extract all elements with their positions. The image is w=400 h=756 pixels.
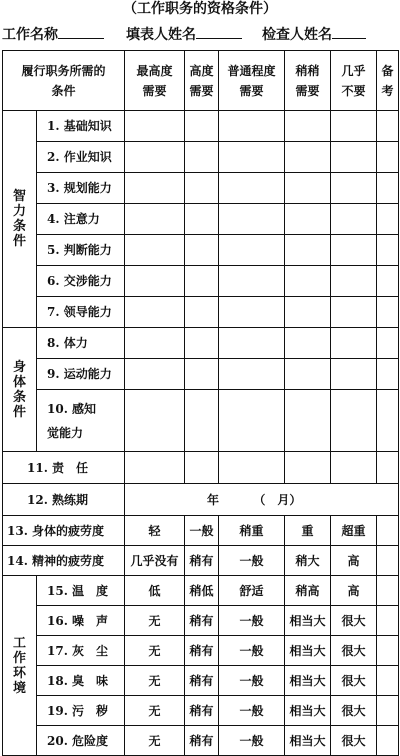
item-label: 15. 温 度 [37,576,125,606]
cell[interactable] [125,390,185,452]
cell[interactable] [185,297,219,328]
cell[interactable] [219,266,285,297]
table-row [3,142,399,173]
item-label: 19. 污 秽 [37,696,125,726]
level-option[interactable]: 重 [285,516,331,546]
level-option[interactable]: 很大 [331,726,377,756]
cell[interactable] [377,204,399,235]
cell[interactable] [377,576,399,606]
cell[interactable] [377,111,399,142]
cell[interactable] [185,266,219,297]
level-option[interactable]: 很大 [331,696,377,726]
item-label: 3. 规划能力 [37,173,125,204]
cell[interactable] [185,173,219,204]
table-row [3,111,399,142]
level-option[interactable]: 很大 [331,636,377,666]
level-option[interactable]: 稍高 [285,576,331,606]
cell[interactable] [285,452,331,484]
cell[interactable] [219,297,285,328]
item-label: 18. 臭 味 [37,666,125,696]
table-row [3,636,399,666]
item-label: 2. 作业知识 [37,142,125,173]
cell[interactable] [285,204,331,235]
level-option[interactable]: 稍有 [185,726,219,756]
level-option[interactable]: 无 [125,636,185,666]
cell[interactable] [377,726,399,756]
cell[interactable] [377,696,399,726]
table-row [3,606,399,636]
cell[interactable] [377,546,399,576]
job-name-blank[interactable] [58,24,104,39]
cell[interactable] [331,173,377,204]
cell[interactable] [377,606,399,636]
cell[interactable] [219,359,285,390]
cell[interactable] [125,142,185,173]
cell[interactable] [185,390,219,452]
level-option[interactable]: 稍有 [185,606,219,636]
group-physical: 身体条件 [3,328,37,452]
level-option[interactable]: 稍有 [185,636,219,666]
cell[interactable] [219,390,285,452]
level-option[interactable]: 稍有 [185,696,219,726]
level-option[interactable]: 低 [125,576,185,606]
table-row [3,452,399,484]
cell[interactable] [125,359,185,390]
level-option[interactable]: 一般 [185,516,219,546]
cell[interactable] [377,359,399,390]
job-name-label: 工作名称 [2,27,58,43]
cell[interactable] [219,111,285,142]
cell[interactable] [331,390,377,452]
level-option[interactable]: 高 [331,546,377,576]
col-normal: 普通程度需要 [219,51,285,111]
level-option[interactable]: 轻 [125,516,185,546]
level-option[interactable]: 无 [125,696,185,726]
item-label: 7. 领导能力 [37,297,125,328]
table-row [3,390,399,452]
table-row [3,576,399,606]
item-label: 5. 判断能力 [37,235,125,266]
cell[interactable] [377,173,399,204]
cell[interactable] [331,297,377,328]
item-label: 4. 注意力 [37,204,125,235]
cell[interactable] [219,452,285,484]
table-row [3,328,399,359]
cell[interactable] [185,452,219,484]
level-option[interactable]: 几乎没有 [125,546,185,576]
level-option[interactable]: 稍有 [185,546,219,576]
form-title: （工作职务的资格条件） [123,1,277,17]
cell[interactable] [377,516,399,546]
table-row [3,266,399,297]
cell[interactable] [285,328,331,359]
cell[interactable] [185,328,219,359]
level-option[interactable]: 稍重 [219,516,285,546]
cell[interactable] [219,204,285,235]
level-option[interactable]: 很大 [331,666,377,696]
level-option[interactable]: 稍有 [185,666,219,696]
level-option[interactable]: 相当大 [285,696,331,726]
cell[interactable] [285,359,331,390]
col-highest: 最高度需要 [125,51,185,111]
item-label: 9. 运动能力 [37,359,125,390]
cell[interactable] [331,142,377,173]
level-option[interactable]: 高 [331,576,377,606]
cell[interactable] [285,111,331,142]
cell[interactable] [377,636,399,666]
table-row [3,516,399,546]
cell[interactable] [125,266,185,297]
filler-name-blank[interactable] [196,24,242,39]
level-option[interactable]: 一般 [219,696,285,726]
cell[interactable] [331,328,377,359]
cell[interactable] [219,328,285,359]
cell[interactable] [185,359,219,390]
cell[interactable] [125,204,185,235]
level-option[interactable]: 很大 [331,606,377,636]
level-option[interactable]: 舒适 [219,576,285,606]
item-label: 12. 熟练期 [3,484,125,516]
cell[interactable] [285,297,331,328]
item-label: 6. 交涉能力 [37,266,125,297]
table-row [3,484,399,516]
cell[interactable] [125,297,185,328]
cell[interactable] [185,111,219,142]
group-environment: 工作环境 [3,576,37,756]
item-label: 16. 噪 声 [37,606,125,636]
month-label: （ 月） [253,492,302,507]
col-hardly: 几乎不要 [331,51,377,111]
table-row [3,666,399,696]
cell[interactable] [285,390,331,452]
cell[interactable] [125,235,185,266]
cell[interactable] [377,235,399,266]
col-slight: 稍稍需要 [285,51,331,111]
cell[interactable] [331,266,377,297]
item-label: 17. 灰 尘 [37,636,125,666]
level-option[interactable]: 相当大 [285,636,331,666]
cell[interactable] [125,452,185,484]
level-option[interactable]: 无 [125,606,185,636]
item-label: 11. 责 任 [3,452,125,484]
cell[interactable] [331,359,377,390]
checker-name-blank[interactable] [332,24,366,39]
level-option[interactable]: 一般 [219,726,285,756]
item-label: 1. 基础知识 [37,111,125,142]
cell[interactable] [331,204,377,235]
cell[interactable] [285,173,331,204]
cell[interactable] [285,142,331,173]
item-label: 14. 精神的疲劳度 [3,546,125,576]
level-option[interactable]: 相当大 [285,606,331,636]
col-high: 高度需要 [185,51,219,111]
table-row [3,235,399,266]
cell[interactable] [285,235,331,266]
item-label: 13. 身体的疲劳度 [3,516,125,546]
checker-name-label: 检查人姓名 [262,27,332,43]
cell[interactable] [377,390,399,452]
cell[interactable] [219,173,285,204]
job-name-field [2,24,104,45]
table-row [3,297,399,328]
item-label: 20. 危险度 [37,726,125,756]
group-intellect: 智力条件 [3,111,37,328]
qualification-table [2,50,399,756]
cell[interactable] [219,142,285,173]
table-row [3,173,399,204]
level-option[interactable]: 无 [125,666,185,696]
cell[interactable] [285,266,331,297]
level-option[interactable]: 一般 [219,666,285,696]
cell[interactable] [331,111,377,142]
cell[interactable] [377,666,399,696]
level-option[interactable]: 稍低 [185,576,219,606]
year-label: 年 [207,492,220,507]
cell[interactable] [125,173,185,204]
table-row [3,726,399,756]
level-option[interactable]: 一般 [219,606,285,636]
filler-name-field [126,24,242,45]
cell[interactable] [377,328,399,359]
cell[interactable] [331,235,377,266]
table-row [3,359,399,390]
item-label: 10. 感知觉能力 [37,390,125,452]
level-option[interactable]: 一般 [219,546,285,576]
level-option[interactable]: 一般 [219,636,285,666]
level-option[interactable]: 超重 [331,516,377,546]
header-row [3,51,399,111]
cell[interactable] [377,297,399,328]
filler-name-label: 填表人姓名 [126,27,196,43]
cell[interactable] [125,111,185,142]
cell[interactable] [125,328,185,359]
table-row [3,546,399,576]
level-option[interactable]: 相当大 [285,666,331,696]
col-condition: 履行职务所需的条件 [3,51,125,111]
cell[interactable] [331,452,377,484]
cell[interactable] [185,142,219,173]
cell[interactable] [185,235,219,266]
checker-name-field [262,24,366,45]
table-row [3,696,399,726]
training-period-cell[interactable] [125,484,399,516]
item-label: 8. 体力 [37,328,125,359]
cell[interactable] [377,452,399,484]
level-option[interactable]: 稍大 [285,546,331,576]
level-option[interactable]: 无 [125,726,185,756]
col-remark: 备考 [377,51,399,111]
cell[interactable] [377,142,399,173]
cell[interactable] [219,235,285,266]
cell[interactable] [377,266,399,297]
level-option[interactable]: 相当大 [285,726,331,756]
table-row [3,204,399,235]
cell[interactable] [185,204,219,235]
